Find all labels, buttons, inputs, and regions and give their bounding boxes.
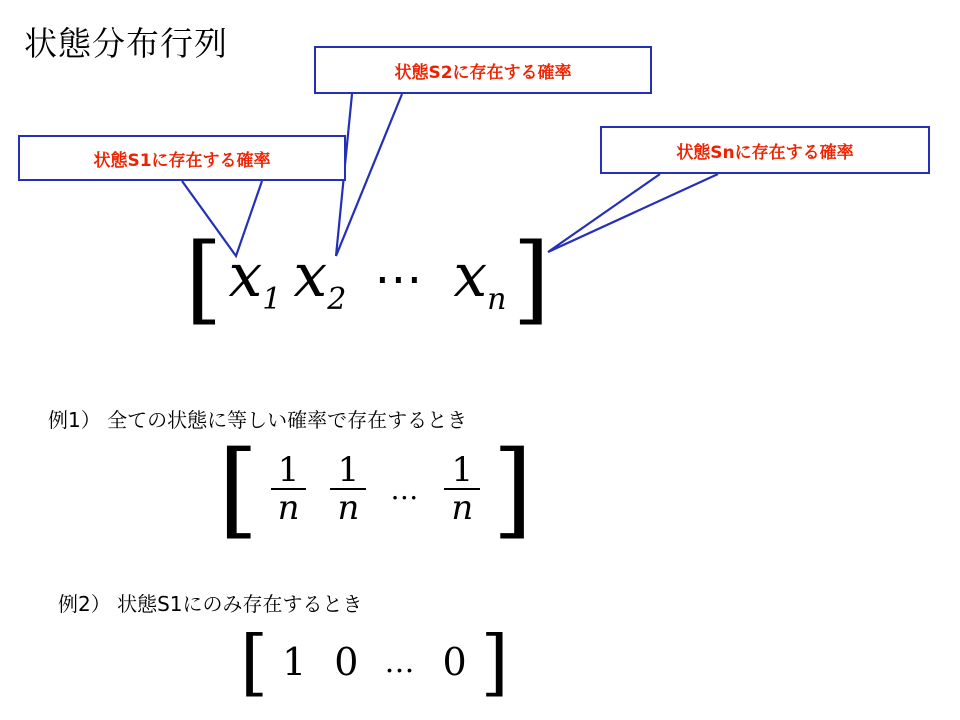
vector-value-2: 0: [334, 640, 359, 685]
right-bracket: ]: [480, 620, 509, 704]
fraction-numerator: 1: [337, 449, 360, 490]
fraction-numerator: 1: [277, 449, 300, 490]
left-bracket: [: [218, 428, 259, 550]
callout-s2-label: 状態S2に存在する確率: [394, 62, 572, 83]
example-2-label: 例2） 状態S1にのみ存在するとき: [58, 592, 363, 616]
ellipsis: ⋯: [374, 251, 426, 308]
vector-value-1: 1: [282, 640, 307, 685]
right-bracket: ]: [512, 223, 550, 335]
ellipsis: …: [390, 473, 421, 507]
term-base: x: [228, 241, 263, 312]
fraction-denominator: n: [444, 488, 480, 527]
vector-term-x2: [287, 241, 352, 317]
left-bracket: [: [240, 620, 269, 704]
fraction-2: [318, 449, 378, 529]
page-title: 状態分布行列: [24, 24, 228, 63]
term-base: x: [453, 241, 488, 312]
callout-state-sn: [600, 126, 930, 174]
callout-state-s2: [314, 46, 652, 94]
example-1-vector: [218, 428, 533, 550]
fraction-numerator: 1: [451, 449, 474, 490]
callout-state-s1: [18, 135, 346, 181]
fraction-denominator: n: [271, 488, 307, 527]
example-2-vector: [240, 620, 509, 704]
callout-sn-label: 状態Snに存在する確率: [676, 142, 854, 163]
fraction-3: [432, 449, 492, 529]
state-distribution-vector: [185, 223, 550, 335]
right-bracket: ]: [492, 428, 533, 550]
term-subscript: 1: [262, 282, 282, 318]
term-base: x: [293, 241, 328, 312]
ellipsis: …: [384, 644, 417, 680]
left-bracket: [: [185, 223, 223, 335]
vector-term-xn: [447, 241, 512, 317]
vector-value-3: 0: [442, 640, 467, 685]
fraction-1: [259, 449, 319, 529]
term-subscript: 2: [327, 282, 347, 318]
vector-term-x1: [222, 241, 287, 317]
fraction-denominator: n: [330, 488, 366, 527]
term-subscript: n: [487, 282, 507, 318]
example-1-label: 例1） 全ての状態に等しい確率で存在するとき: [48, 408, 468, 432]
callout-s1-label: 状態S1に存在する確率: [93, 150, 271, 171]
